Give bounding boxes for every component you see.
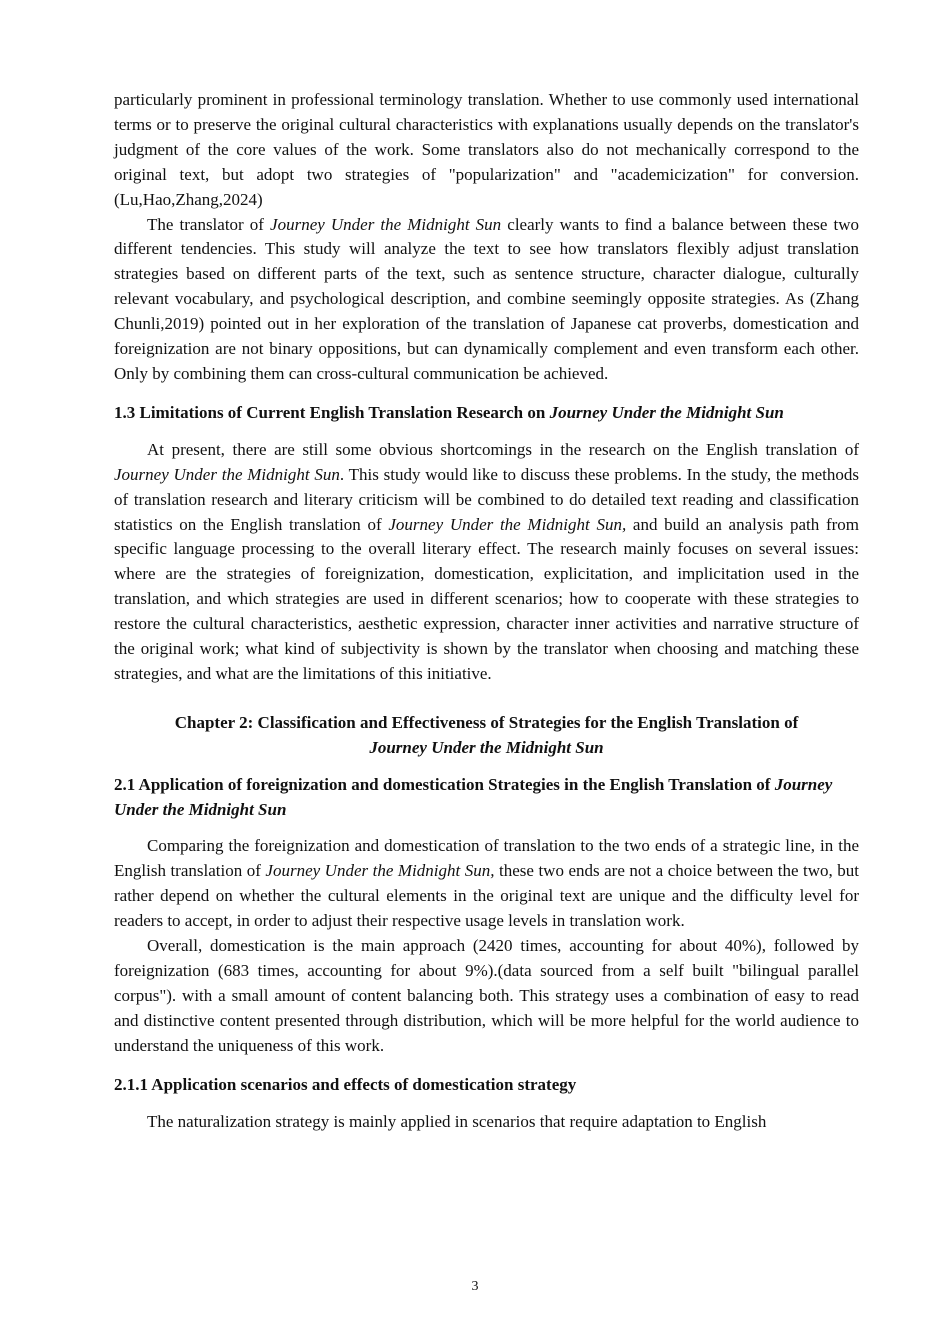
paragraph-1: particularly prominent in professional terminology translation. Whether to use commonly used international terms or to preserve the original cultural characteristics with explanations usually depends on the translator's judgment of the core values of the work. Some translators also do not mechanically correspond to the original text, but adopt two strategies of "popularization" and "academicization" for conversion. (Lu,Hao,Zhang,2024) <box>114 90 859 209</box>
section-heading-1-3 <box>114 401 859 426</box>
paragraph-6: The naturalization strategy is mainly applied in scenarios that require adaptation to English <box>147 1111 767 1131</box>
chapter-2-heading-text: Chapter 2: Classification and Effectiveness of Strategies for the English Translation of <box>174 712 799 732</box>
chapter-2-heading <box>114 711 859 761</box>
paragraph-3-text-a: At present, there are still some obvious shortcomings in the research on the English translation of <box>147 439 859 459</box>
paragraph-2-text-b: clearly wants to find a balance between these two different tendencies. This study will analyze the text to see how translators flexibly adjust translation strategies based on different parts of the text, such as sentence structure, character dialogue, culturally relevant vocabulary, and psychological description, and combine seemingly opposite strategies. As (Zhang Chunli,2019) pointed out in her exploration of the translation of Japanese cat proverbs, domestication and foreignization are not binary oppositions, but can dynamically complement and even transform each other. Only by combining them can cross-cultural communication be achieved. <box>114 214 859 383</box>
paragraph-3-text-b: . This study would like to discuss these problems. In the study, the methods of translation research and literary criticism will be combined to do detailed text reading and classification statistics on the English translation of <box>114 464 860 534</box>
paragraph-3-text-c: and build an analysis path from specific language processing to the overall literary effect. The research mainly focuses on several issues: where are the strategies of foreignization, domestication, explicitation, and implicitation used in the translation, and which strategies are used in different scenarios; how to cooperate with these strategies to restore the cultural characteristics, aesthetic expression, character inner activities and narrative structure of the original work; what kind of subjectivity is shown by the translator when choosing and matching these strategies, and what are the limitations of this initiative. <box>114 514 859 683</box>
page-body <box>114 88 859 1134</box>
page-number: 3 <box>471 1279 479 1294</box>
book-title: Journey Under the Midnight Sun, <box>388 514 627 534</box>
paragraph-2 <box>114 213 859 387</box>
book-title: Journey Under the Midnight Sun <box>114 774 833 819</box>
book-title: Journey Under the Midnight Sun, <box>265 861 495 881</box>
book-title: Journey Under the Midnight Sun <box>114 464 340 484</box>
paragraph-4-text-b: these two ends are not a choice between the two, but rather depend on whether the cultural elements in the original text are unique and the difficulty level for readers to accept, in order to adjust their respective usage levels in translation work. <box>114 861 859 931</box>
paragraph-3 <box>114 438 859 687</box>
book-title: Journey Under the Midnight Sun <box>270 214 502 234</box>
paragraph-4 <box>114 834 859 934</box>
book-title: Journey Under the Midnight Sun <box>549 402 784 422</box>
section-heading-2-1-1: 2.1.1 Application scenarios and effects of domestication strategy <box>114 1074 577 1094</box>
book-title: Journey Under the Midnight Sun <box>369 737 604 757</box>
section-heading-1-3-text: 1.3 Limitations of Current English Translation Research on <box>114 402 550 422</box>
paragraph-5: Overall, domestication is the main approach (2420 times, accounting for about 40%), followed by foreignization (683 times, accounting for about 9%).(data sourced from a self built "bilingual parallel corpus"). with a small amount of content balancing both. This strategy uses a combination of easy to read and distinctive content presented through distribution, which will be more helpful for the world audience to understand the uniqueness of this work. <box>114 936 859 1055</box>
section-heading-2-1 <box>114 773 859 823</box>
paragraph-2-text-a: The translator of <box>147 214 271 234</box>
section-heading-2-1-text: 2.1 Application of foreignization and domestication Strategies in the English Translation of <box>114 774 775 794</box>
paragraph-4-text-a: Comparing the foreignization and domestication of translation to the two ends of a strategic line, in the English translation of <box>114 836 859 881</box>
